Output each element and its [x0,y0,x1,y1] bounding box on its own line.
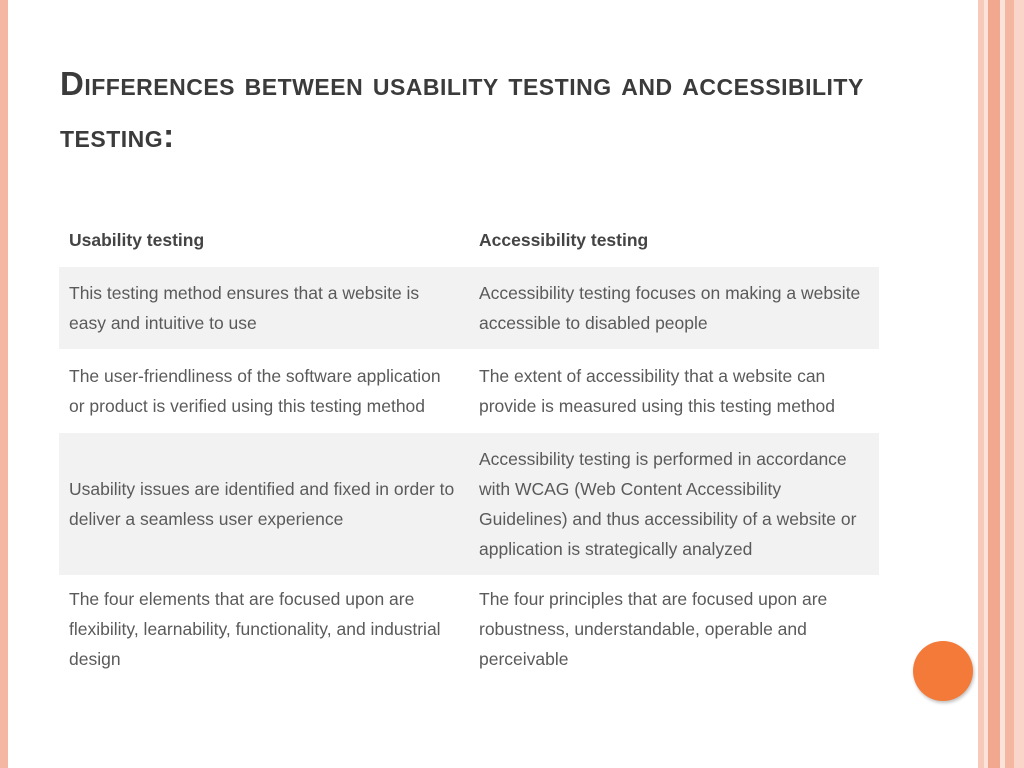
right-border-stripe [988,0,1000,768]
comparison-table-container [59,213,879,683]
accessibility-cell: The four principles that are focused upon are robustness, understandable, operable and perceivable [469,575,879,683]
usability-cell: The four elements that are focused upon are flexibility, learnability, functionality, and industrial design [59,575,469,683]
table-row [59,349,879,433]
decorative-orange-circle [913,641,973,701]
accessibility-cell: The extent of accessibility that a website can provide is measured using this testing method [469,349,879,433]
slide-title: Differences between usability testing and accessibility testing: [60,65,864,154]
table-row [59,575,879,683]
usability-cell: Usability issues are identified and fixed in order to deliver a seamless user experience [59,433,469,575]
right-border-stripe [1014,0,1024,768]
table-header-row [59,213,879,267]
header-accessibility-testing: Accessibility testing [469,213,879,267]
right-border-stripe [1005,0,1014,768]
accessibility-cell: Accessibility testing is performed in accordance with WCAG (Web Content Accessibility Guidelines) and thus accessibility of a website or application is strategically analyzed [469,433,879,575]
table-row [59,433,879,575]
usability-cell: The user-friendliness of the software application or product is verified using this testing method [59,349,469,433]
table-row [59,267,879,349]
comparison-table [59,213,879,683]
accessibility-cell: Accessibility testing focuses on making a website accessible to disabled people [469,267,879,349]
left-border-stripe [0,0,8,768]
header-usability-testing: Usability testing [59,213,469,267]
usability-cell: This testing method ensures that a website is easy and intuitive to use [59,267,469,349]
